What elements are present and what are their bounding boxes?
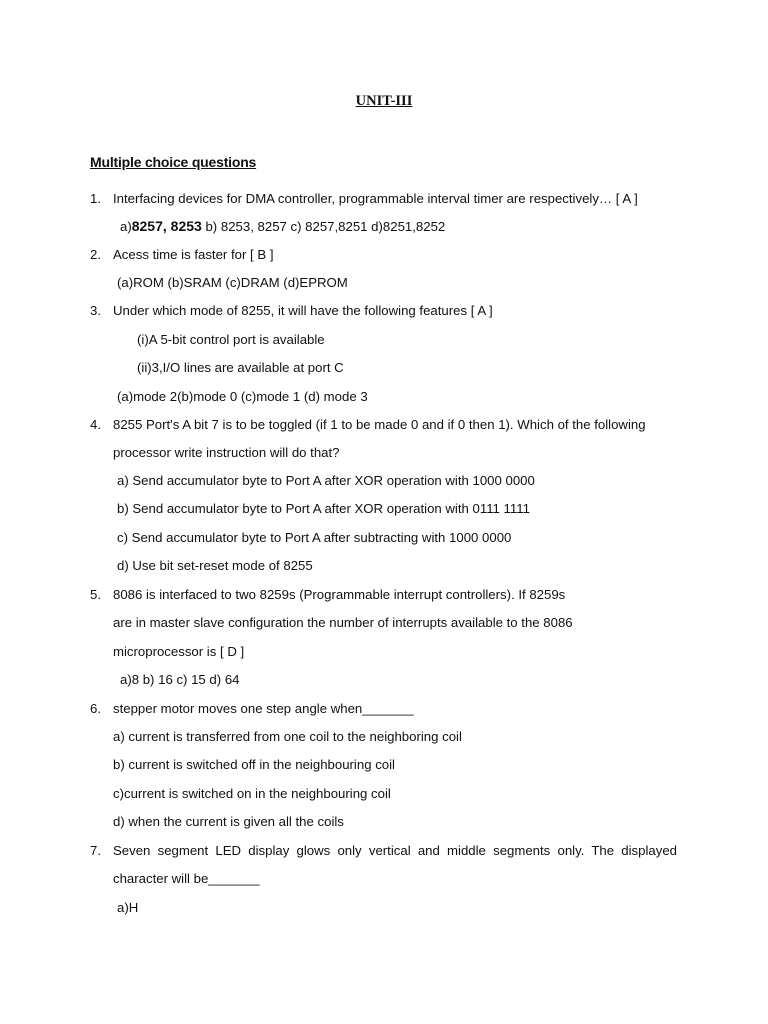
question-number: 6. (90, 701, 101, 716)
question-4-option-d: d) Use bit set-reset mode of 8255 (117, 558, 313, 573)
question-text: stepper motor moves one step angle when_______ (113, 701, 414, 716)
question-text: Under which mode of 8255, it will have the following features [ A ] (113, 303, 493, 318)
question-text-line-1: 8086 is interfaced to two 8259s (Programmable interrupt controllers). If 8259s (113, 587, 566, 602)
question-3-options: (a)mode 2(b)mode 0 (c)mode 1 (d) mode 3 (117, 389, 368, 404)
question-number: 4. (90, 417, 101, 432)
question-6-option-c: c)current is switched on in the neighbouring coil (113, 786, 391, 801)
page-title: UNIT-III (355, 93, 413, 109)
question-number: 7. (90, 843, 101, 858)
question-6-option-b: b) current is switched off in the neighbouring coil (113, 757, 395, 772)
question-number: 5. (90, 587, 101, 602)
option-rest: b) 8253, 8257 c) 8257,8251 d)8251,8252 (201, 219, 446, 234)
option-prefix: a) (120, 219, 132, 234)
question-1-options (120, 218, 445, 235)
question-5-text-line-3: microprocessor is [ D ] (113, 644, 245, 659)
question-number: 1. (90, 191, 101, 206)
question-4-option-c: c) Send accumulator byte to Port A after subtracting with 1000 0000 (117, 530, 512, 545)
question-4-option-a: a) Send accumulator byte to Port A after XOR operation with 1000 0000 (117, 473, 535, 488)
question-7-text-line-2: character will be_______ (113, 871, 260, 886)
question-7-option-a: a)H (117, 900, 139, 915)
answer-option-bold: 8257, 8253 (131, 218, 202, 234)
question-6-option-d: d) when the current is given all the coils (113, 814, 344, 829)
question-3-feature-2: (ii)3,I/O lines are available at port C (137, 360, 344, 375)
question-4-option-b: b) Send accumulator byte to Port A after XOR operation with 0111 1111 (117, 501, 530, 516)
question-text: Acess time is faster for [ B ] (113, 247, 274, 262)
question-5-options: a)8 b) 16 c) 15 d) 64 (120, 672, 240, 687)
question-4-text-line-2: processor write instruction will do that? (113, 445, 340, 460)
question-number: 3. (90, 303, 101, 318)
question-2-options: (a)ROM (b)SRAM (c)DRAM (d)EPROM (117, 275, 348, 290)
question-text-line-1: 8255 Port's A bit 7 is to be toggled (if 1 to be made 0 and if 0 then 1). Which of the following (113, 417, 646, 432)
section-heading: Multiple choice questions (90, 154, 257, 170)
question-6-option-a: a) current is transferred from one coil to the neighboring coil (113, 729, 462, 744)
question-3-feature-1: (i)A 5-bit control port is available (137, 332, 325, 347)
question-number: 2. (90, 247, 101, 262)
question-text: Interfacing devices for DMA controller, programmable interval timer are respectively… [ A ] (113, 191, 638, 206)
question-5-text-line-2: are in master slave configuration the number of interrupts available to the 8086 (113, 615, 573, 630)
question-text-line-1: Seven segment LED display glows only vertical and middle segments only. The displayed (113, 843, 677, 858)
